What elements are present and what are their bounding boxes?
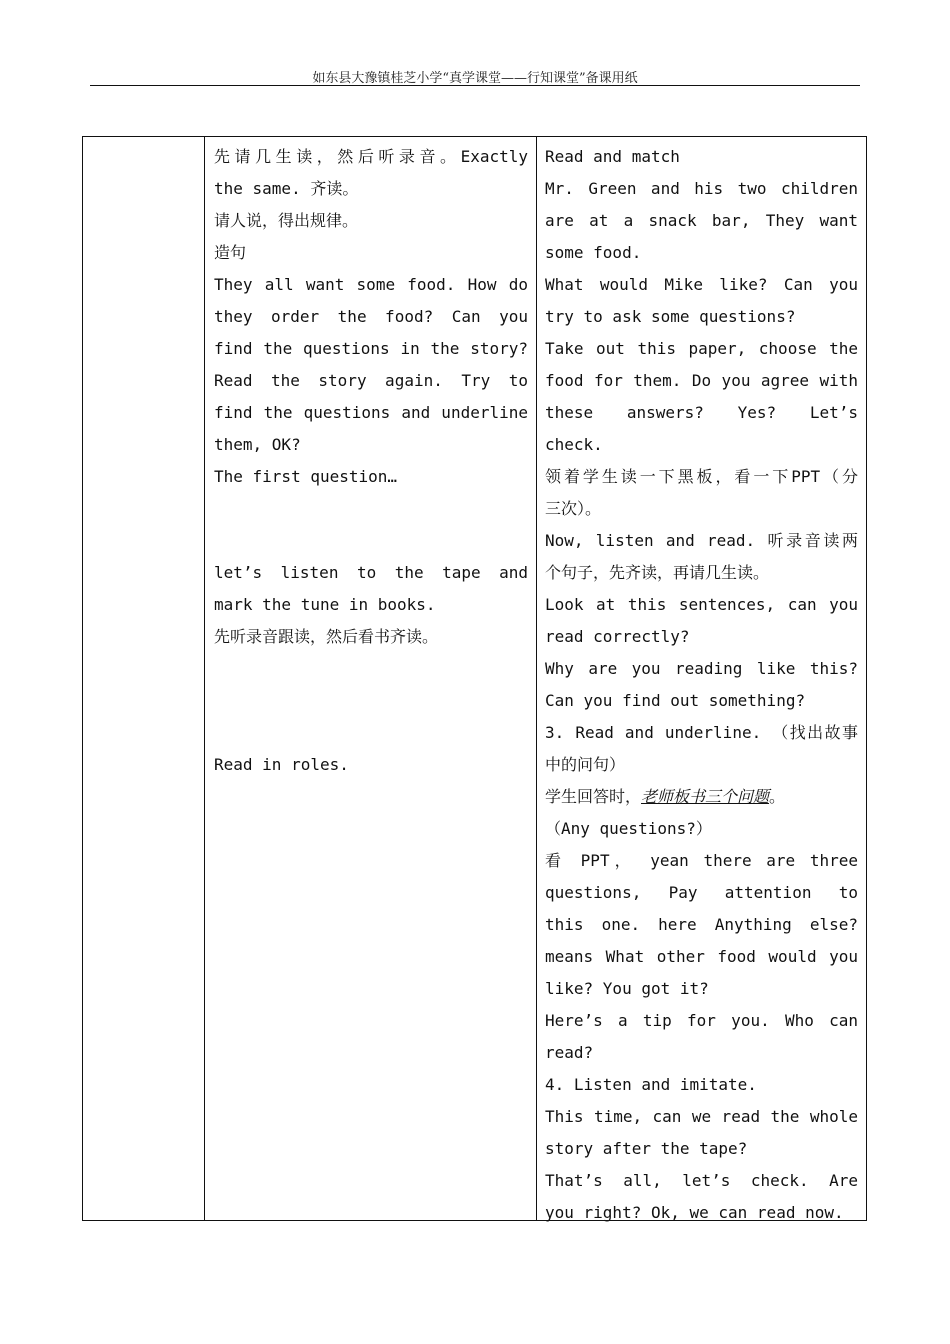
text-line: questions, Pay attention to [545,883,858,902]
text-line: They all want some food. How do [214,275,528,294]
text-line: story after the tape? [545,1139,748,1158]
text-line: food for them. Do you agree with [545,371,858,390]
text-line: check. [545,435,603,454]
text-line: you right? Ok, we can read now. [545,1203,844,1222]
text-line: some food. [545,243,642,262]
text-line: them, OK? [214,435,301,454]
text-line: 请人说，得出规律。 [214,211,359,230]
blank-line [214,717,528,749]
text-line: What would Mike like? Can you [545,275,858,294]
text-line: 造句 [214,243,247,262]
text-line [545,781,858,813]
text-line: like? You got it? [545,979,709,998]
text-line: let’s listen to the tape and [214,563,528,582]
blank-line [214,493,528,525]
text-line: That’s all, let’s check. Are [545,1171,858,1190]
text-line: these answers? Yes? Let’s [545,403,858,422]
text-line: The first question… [214,467,398,486]
right-column [537,137,866,1220]
text-line: Read in roles. [214,755,349,774]
text-line: （Any questions?） [545,819,712,838]
text-line: 个句子，先齐读，再请几生读。 [545,563,770,582]
blank-line [214,653,528,685]
text-line: Read the story again. Try to [214,371,528,390]
text-line: read correctly? [545,627,690,646]
text-line: Can you find out something? [545,691,806,710]
text-line: 中的问句） [545,755,626,774]
lesson-table [82,136,867,1221]
text-line: 领着学生读一下黑板，看一下PPT（分 [545,467,858,486]
text-line: Take out this paper, choose the [545,339,858,358]
text-line: this one. here Anything else? [545,915,858,934]
blank-line [214,685,528,717]
text-line: 先听录音跟读，然后看书齐读。 [214,627,439,646]
blank-line [214,525,528,557]
text-line: Look at this sentences, can you [545,595,858,614]
text-line: mark the tune in books. [214,595,436,614]
text-line: 先请几生读，然后听录音。Exactly [214,147,528,166]
text-segment: 学生回答时， [545,787,642,806]
text-line: find the questions in the story? [214,339,528,358]
first-column [83,137,205,1220]
text-line: are at a snack bar, They want [545,211,858,230]
text-line: Read and match [545,147,680,166]
text-line: Now, listen and read. 听录音读两 [545,531,858,550]
text-line: 看 PPT， yean there are three [545,851,858,870]
text-line: the same. 齐读。 [214,179,359,198]
underlined-text: 老师板书三个问题 [641,787,770,806]
middle-column [205,137,537,1220]
text-line: 3. Read and underline. （找出故事 [545,723,858,742]
text-line: Here’s a tip for you. Who can [545,1011,858,1030]
text-line: Mr. Green and his two children [545,179,858,198]
text-line: try to ask some questions? [545,307,796,326]
text-line: they order the food? Can you [214,307,528,326]
text-line: means What other food would you [545,947,858,966]
text-line: find the questions and underline [214,403,528,422]
text-line: read? [545,1043,594,1062]
text-line: 三次）。 [545,499,602,518]
text-segment: 。 [769,787,786,806]
page-header: 如东县大豫镇桂芝小学“真学课堂——行知课堂”备课用纸 [312,71,638,86]
text-line: 4. Listen and imitate. [545,1075,757,1094]
text-line: This time, can we read the whole [545,1107,858,1126]
text-line: Why are you reading like this? [545,659,858,678]
header-rule [90,85,860,86]
